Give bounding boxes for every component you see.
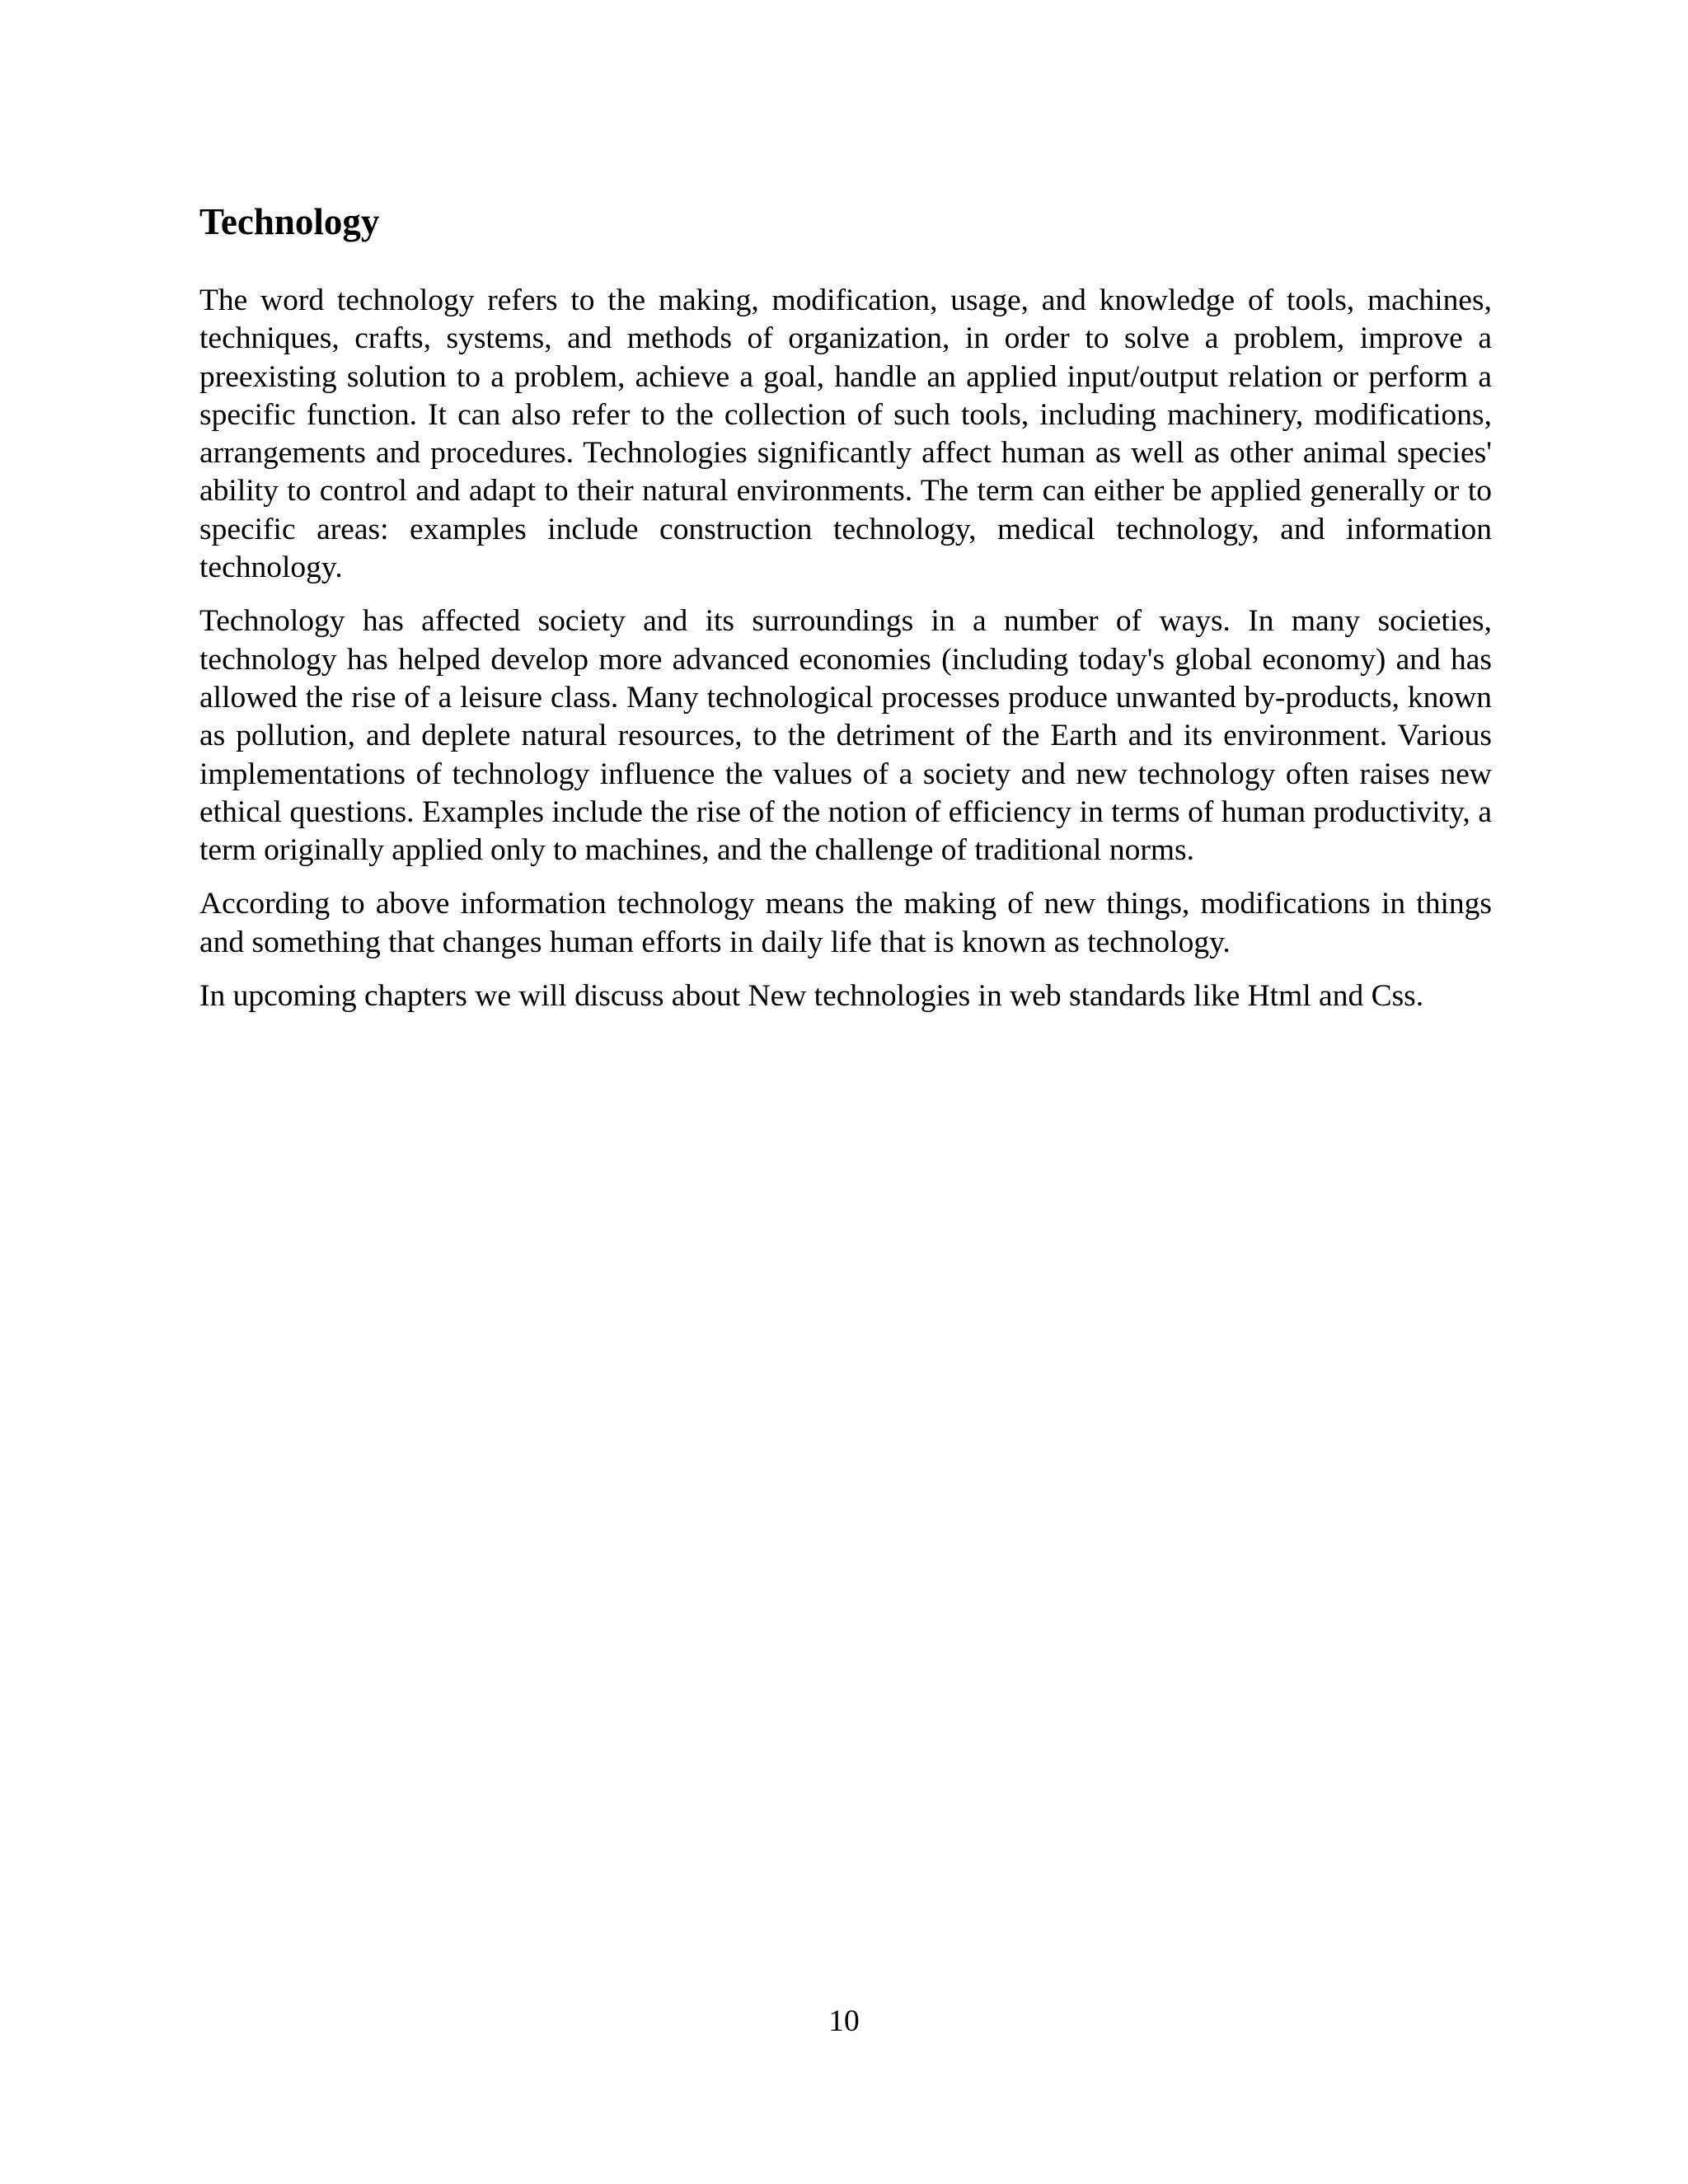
- paragraph-society-impact: Technology has affected society and its surroundings in a number of ways. In many societies, technology has helped develop more advanced economies (including today's global economy) and has allowed the rise of a leisure class. Many technological processes produce unwanted by-products, known as pollution, and deplete natural resources, to the detriment of the Earth and its environment. Various implementations of technology influence the values of a society and new technology often raises new ethical questions. Examples include the rise of the notion of efficiency in terms of human productivity, a term originally applied only to machines, and the challenge of traditional norms.: [199, 604, 1492, 868]
- paragraph-definition: The word technology refers to the making, modification, usage, and knowledge of tools, machines, techniques, crafts, systems, and methods of organization, in order to solve a problem, improve a preexisting solution to a problem, achieve a goal, handle an applied input/output relation or perform a specific function. It can also refer to the collection of such tools, including machinery, modifications, arrangements and procedures. Technologies significantly affect human as well as other animal species' ability to control and adapt to their natural environments. The term can either be applied generally or to specific areas: examples include construction technology, medical technology, and information technology.: [199, 284, 1492, 585]
- paragraph-upcoming-chapters: In upcoming chapters we will discuss about New technologies in web standards like Html and Css.: [199, 979, 1424, 1014]
- paragraph-summary: According to above information technology means the making of new things, modifications in things and something that changes human efforts in daily life that is known as technology.: [199, 887, 1492, 959]
- section-heading: Technology: [199, 201, 380, 242]
- page-number: 10: [828, 2004, 860, 2038]
- page-content: [199, 198, 1492, 1031]
